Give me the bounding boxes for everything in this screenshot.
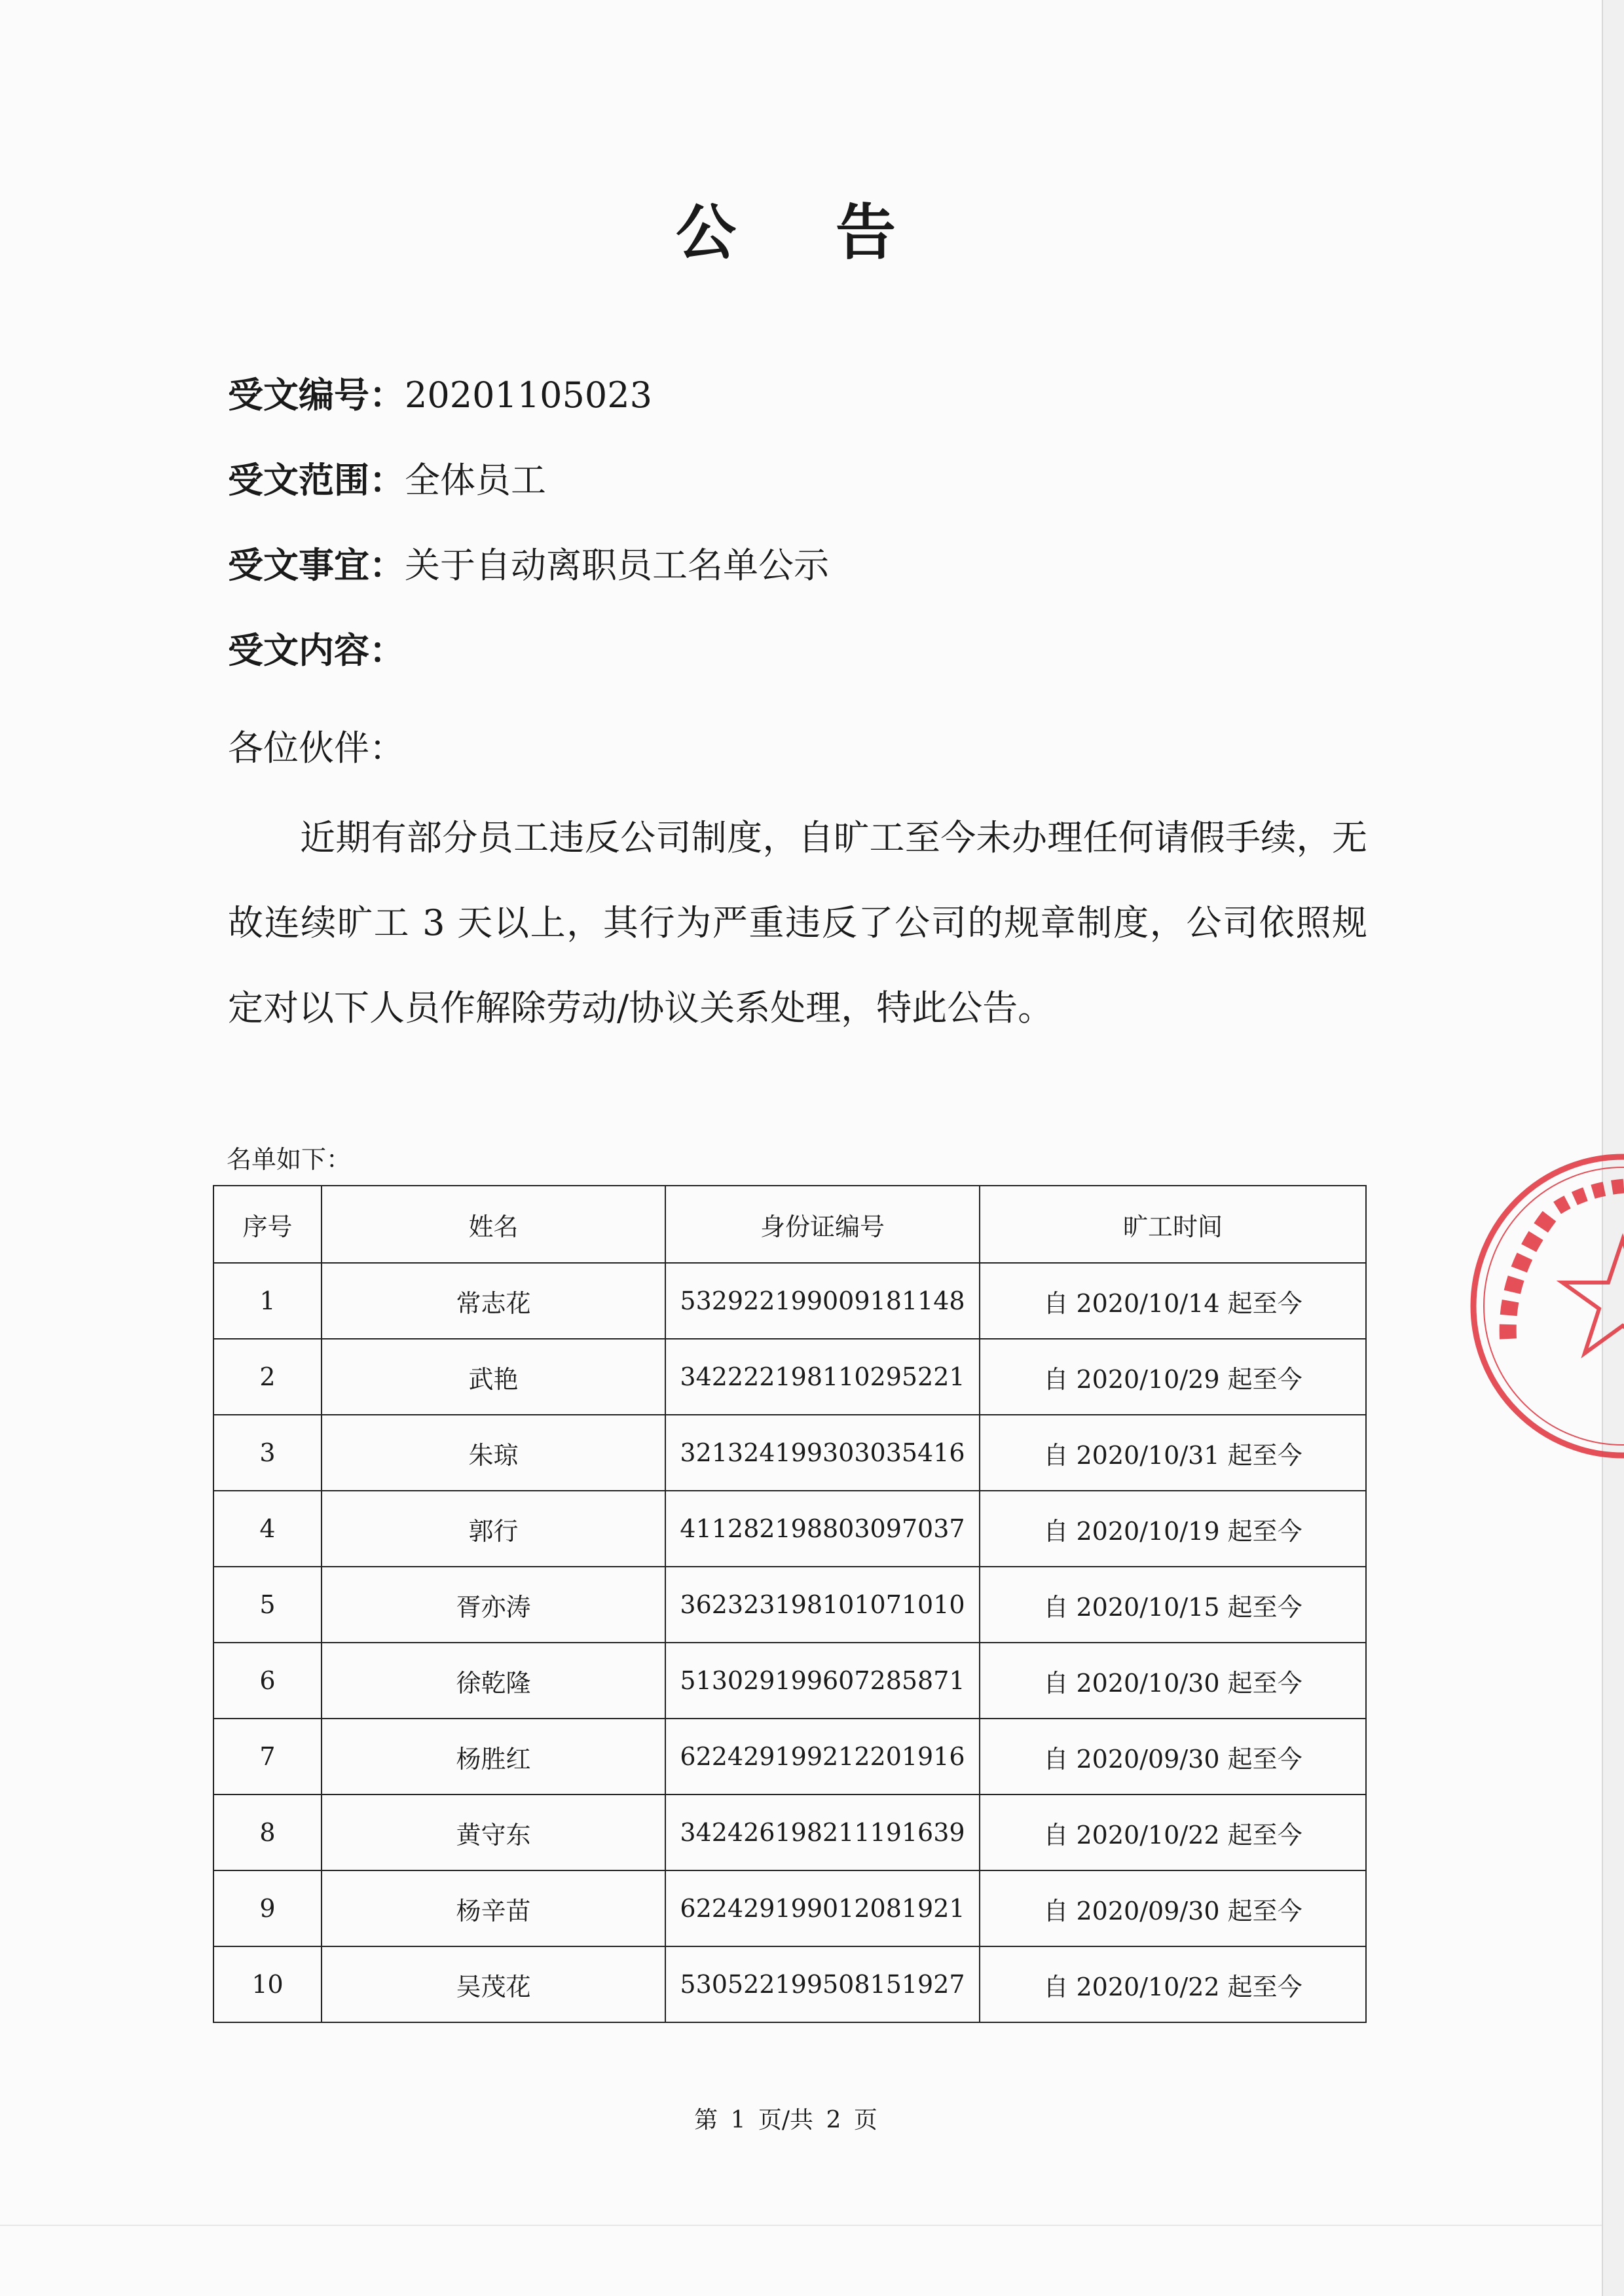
cell-absence-period: 自 2020/10/22 起至今 <box>980 1795 1366 1870</box>
table-row <box>213 1263 1366 1339</box>
field-label: 受文范围： <box>228 460 405 501</box>
page-bottom-edge <box>0 2225 1602 2226</box>
cell-id-number: 622429199012081921 <box>665 1870 980 1946</box>
table-row <box>213 1719 1366 1795</box>
cell-id-number: 532922199009181148 <box>665 1263 980 1339</box>
cell-name: 黄守东 <box>322 1795 665 1870</box>
field-value: 20201105023 <box>405 374 652 416</box>
table-row <box>213 1643 1366 1719</box>
table-body <box>213 1263 1366 2022</box>
greeting: 各位伙伴： <box>228 727 405 769</box>
cell-index: 8 <box>213 1795 322 1870</box>
field-label: 受文内容： <box>228 630 405 671</box>
cell-index: 6 <box>213 1643 322 1719</box>
cell-absence-period: 自 2020/10/15 起至今 <box>980 1567 1366 1643</box>
cell-index: 3 <box>213 1415 322 1491</box>
table-header-row <box>213 1186 1366 1263</box>
cell-absence-period: 自 2020/09/30 起至今 <box>980 1719 1366 1795</box>
field-value: 全体员工 <box>405 460 546 501</box>
header-name: 姓名 <box>322 1186 665 1263</box>
cell-id-number: 513029199607285871 <box>665 1643 980 1719</box>
cell-absence-period: 自 2020/10/22 起至今 <box>980 1946 1366 2022</box>
cell-absence-period: 自 2020/09/30 起至今 <box>980 1870 1366 1946</box>
field-content <box>228 630 405 672</box>
cell-id-number: 342222198110295221 <box>665 1339 980 1415</box>
field-doc-number <box>228 374 652 416</box>
body-paragraph: 近期有部分员工违反公司制度，自旷工至今未办理任何请假手续，无故连续旷工 3 天以上，其行为严重违反了公司的规章制度，公司依照规定对以下人员作解除劳动/协议关系处理，特此公告。 <box>228 817 1367 1029</box>
page-footer: 第 1 页/共 2 页 <box>694 2107 877 2134</box>
cell-name: 杨辛苗 <box>322 1870 665 1946</box>
list-caption: 名单如下： <box>227 1145 352 1174</box>
cell-name: 朱琼 <box>322 1415 665 1491</box>
field-label: 受文编号： <box>228 374 405 416</box>
cell-id-number: 622429199212201916 <box>665 1719 980 1795</box>
cell-absence-period: 自 2020/10/19 起至今 <box>980 1491 1366 1567</box>
cell-index: 9 <box>213 1870 322 1946</box>
header-index: 序号 <box>213 1186 322 1263</box>
company-seal-stamp <box>1459 1142 1624 1470</box>
table-row <box>213 1491 1366 1567</box>
cell-index: 2 <box>213 1339 322 1415</box>
table-row <box>213 1870 1366 1946</box>
field-value: 关于自动离职员工名单公示 <box>405 545 829 586</box>
cell-name: 胥亦涛 <box>322 1567 665 1643</box>
header-absence-period: 旷工时间 <box>980 1186 1366 1263</box>
header-id-number: 身份证编号 <box>665 1186 980 1263</box>
cell-id-number: 411282198803097037 <box>665 1491 980 1567</box>
cell-absence-period: 自 2020/10/29 起至今 <box>980 1339 1366 1415</box>
cell-index: 4 <box>213 1491 322 1567</box>
cell-name: 郭行 <box>322 1491 665 1567</box>
cell-index: 5 <box>213 1567 322 1643</box>
cell-name: 武艳 <box>322 1339 665 1415</box>
cell-name: 杨胜红 <box>322 1719 665 1795</box>
cell-absence-period: 自 2020/10/31 起至今 <box>980 1415 1366 1491</box>
cell-name: 常志花 <box>322 1263 665 1339</box>
cell-id-number: 342426198211191639 <box>665 1795 980 1870</box>
document-title: 公 告 <box>675 198 936 268</box>
cell-id-number: 530522199508151927 <box>665 1946 980 2022</box>
cell-absence-period: 自 2020/10/14 起至今 <box>980 1263 1366 1339</box>
field-scope <box>228 460 546 501</box>
cell-index: 1 <box>213 1263 322 1339</box>
cell-absence-period: 自 2020/10/30 起至今 <box>980 1643 1366 1719</box>
field-label: 受文事宜： <box>228 545 405 586</box>
table-row <box>213 1567 1366 1643</box>
field-subject <box>228 545 829 587</box>
cell-id-number: 321324199303035416 <box>665 1415 980 1491</box>
cell-name: 徐乾隆 <box>322 1643 665 1719</box>
table-row <box>213 1415 1366 1491</box>
dismissal-table <box>213 1185 1367 2023</box>
table-row <box>213 1339 1366 1415</box>
cell-index: 10 <box>213 1946 322 2022</box>
cell-name: 吴茂花 <box>322 1946 665 2022</box>
table-row <box>213 1946 1366 2022</box>
cell-index: 7 <box>213 1719 322 1795</box>
cell-id-number: 362323198101071010 <box>665 1567 980 1643</box>
table-row <box>213 1795 1366 1870</box>
